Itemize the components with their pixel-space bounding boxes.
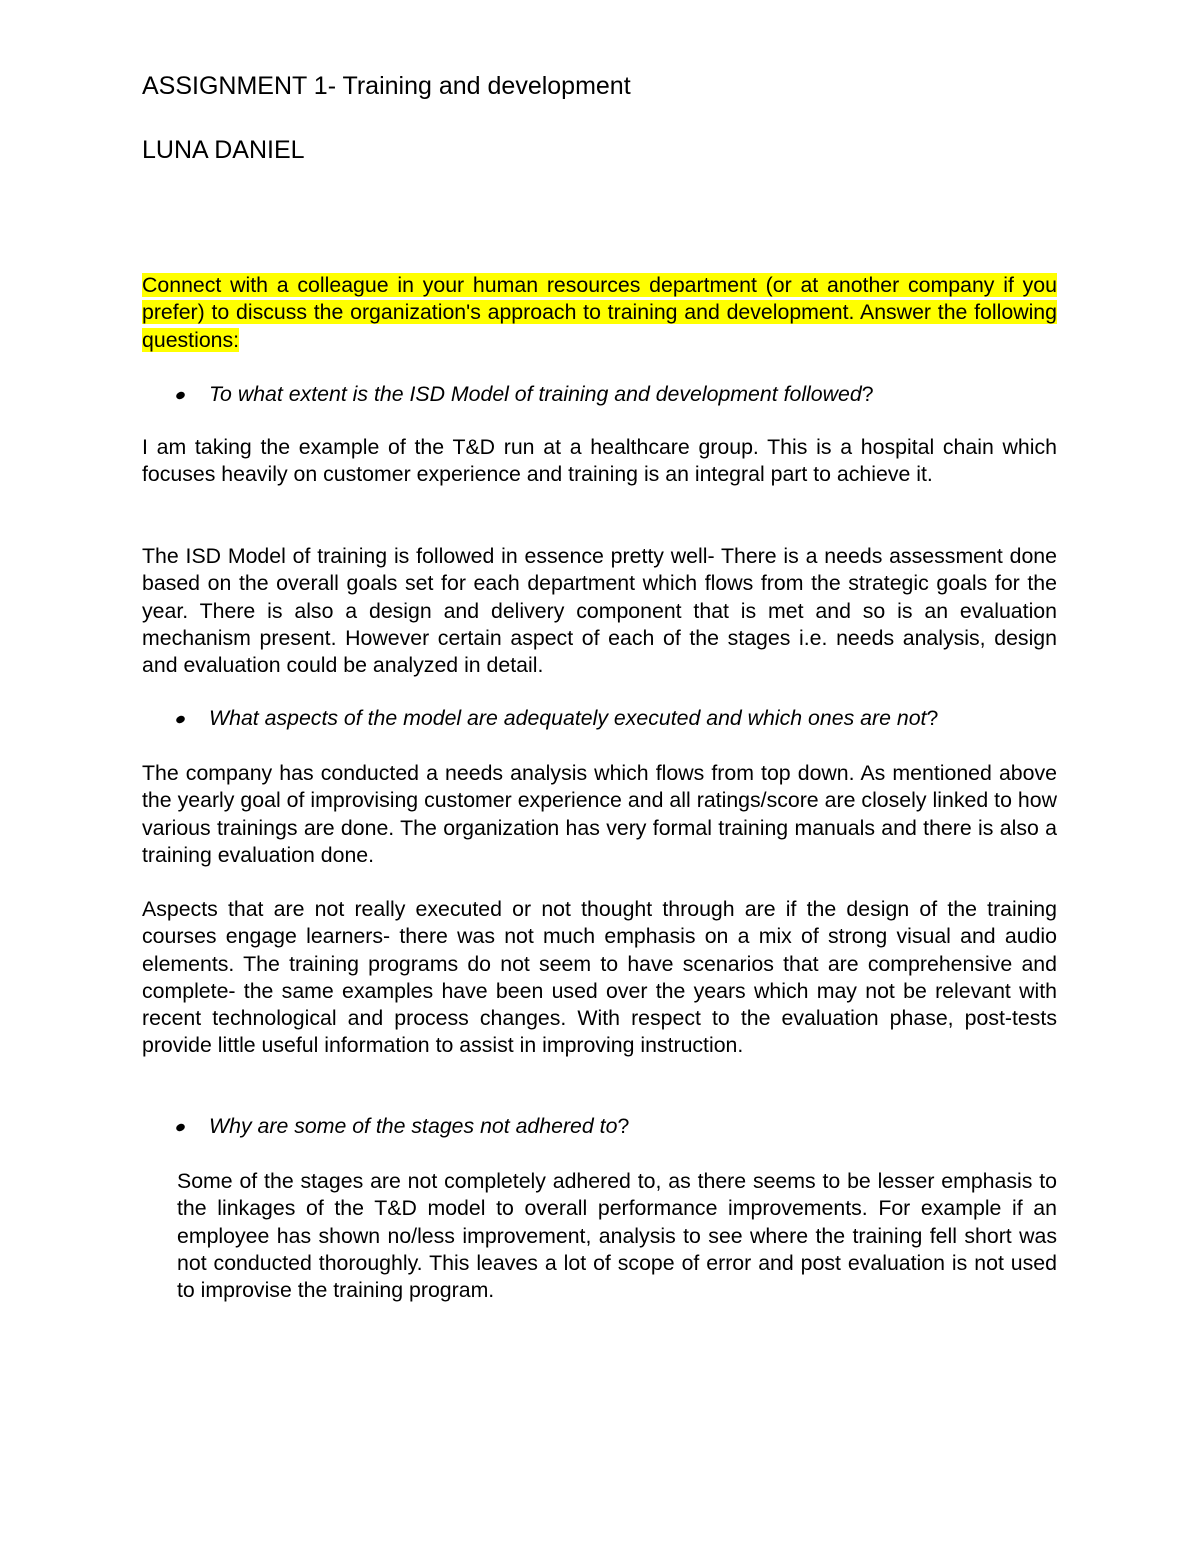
answer-2-paragraph-2: Aspects that are not really executed or not thought through are if the design of the training courses engage learners- there was not much emphasis on a mix of strong visual and audio elements. The training programs do not seem to have scenarios that are comprehensive and complete- the same examples have been used over the years which may not be relevant with recent technological and process changes. With respect to the evaluation phase, post-tests provide little useful information to assist in improving instruction. <box>142 897 1057 1058</box>
question-2-text: What aspects of the model are adequately executed and which ones are not <box>209 706 927 730</box>
question-3-mark: ? <box>617 1114 630 1138</box>
answer-3-paragraph: Some of the stages are not completely adhered to, as there seems to be lesser emphasis to the linkages of the T&D model to overall performance improvements. For example if an employee has shown no/less improvement, analysis to see where the training fell short was not conducted thoroughly. This leaves a lot of scope of error and post evaluation is not used to improvise the training program. <box>177 1169 1057 1303</box>
question-1 <box>176 381 874 408</box>
answer-2-paragraph-1: The company has conducted a needs analysis which flows from top down. As mentioned above the yearly goal of improvising customer experience and all ratings/score are closely linked to how various trainings are done. The organization has very formal training manuals and there is also a training evaluation done. <box>142 761 1057 867</box>
bullet-icon <box>175 391 186 401</box>
question-1-text: To what extent is the ISD Model of training and development followed <box>209 382 862 406</box>
prompt-highlight: Connect with a colleague in your human resources department (or at another company if you prefer) to discuss the organization's approach to training and development. Answer the following questions: <box>142 273 1057 352</box>
author-name: LUNA DANIEL <box>142 136 305 164</box>
question-1-mark: ? <box>861 382 874 406</box>
assignment-prompt <box>142 272 1057 354</box>
question-2 <box>176 705 938 732</box>
question-3-text: Why are some of the stages not adhered to <box>209 1114 618 1138</box>
question-2-mark: ? <box>926 706 939 730</box>
document-title: ASSIGNMENT 1- Training and development <box>142 72 631 100</box>
bullet-icon <box>175 1123 186 1133</box>
question-3 <box>176 1113 629 1140</box>
bullet-icon <box>175 715 186 725</box>
answer-1-paragraph-1: I am taking the example of the T&D run at a healthcare group. This is a hospital chain which focuses heavily on customer experience and training is an integral part to achieve it. <box>142 435 1057 487</box>
answer-1-paragraph-2: The ISD Model of training is followed in essence pretty well- There is a needs assessment done based on the overall goals set for each department which flows from the strategic goals for the year. There is also a design and delivery component that is met and so is an evaluation mechanism present. However certain aspect of each of the stages i.e. needs analysis, design and evaluation could be analyzed in detail. <box>142 544 1057 678</box>
